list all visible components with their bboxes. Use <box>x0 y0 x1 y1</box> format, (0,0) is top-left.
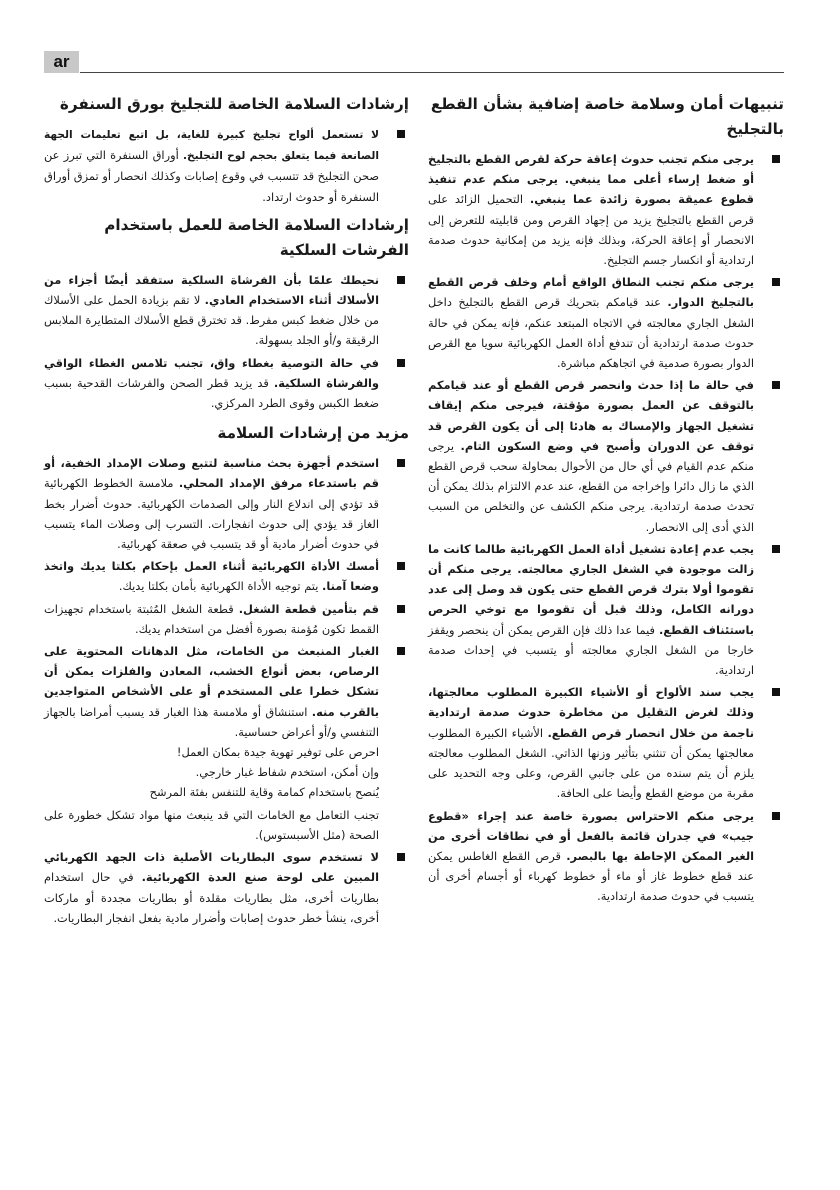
bullet-square-icon <box>397 459 405 467</box>
bullet-square-icon <box>397 853 405 861</box>
item-bold-text: يجب سند الألواح أو الأشياء الكبيرة المطلوب معالجتها، وذلك لغرض التقليل من مخاطرة حدوث صدمة ارتدادية ناجمة من خلال انحصار قرص القطع. <box>428 685 754 740</box>
item-bold-text: يرجى منكم الاحتراس بصورة خاصة عند إجراء «قطوع جيب» في جدران قائمة بالفعل أو في نطاقات أخرى من الغير الممكن الإحاطة بها بالبصر. <box>428 808 754 863</box>
list-item <box>44 641 409 803</box>
item-text: قد يزيد قطر الصحن والفرشات القدحية بسبب ضغط الكبس وقوى الطرد المركزي. <box>44 375 379 411</box>
list-item <box>428 149 784 270</box>
item-bold-text: في حالة ما إذا حدث وانحصر قرص القطع أو عند قيامكم بالتوقف عن العمل بصورة مؤقتة، فيرجى منكم إيقاف تشغيل الجهاز والإمساك به هادئا إلى أن يكون القرص قد توقف عن الدوران وأصبح في وضع السكون التام. <box>428 378 754 453</box>
item-bold-text: نحيطك علمًا بأن الفرشاة السلكية ستفقد أيضًا أجزاء من الأسلاك أثناء الاستخدام العادي. <box>44 272 379 308</box>
language-code-badge: ar <box>44 51 79 73</box>
header-rule <box>80 72 784 73</box>
item-bold-text: أمسك الأداة الكهربائية أثناء العمل بإحكام بكلتا يديك واتخذ وضعا آمنا. <box>44 559 379 594</box>
item-bold-text: يرجى منكم تجنب حدوث إعاقة حركة لقرص القطع بالتجليخ أو ضغط إرساء أعلى مما ينبغي. يرجى منكم عدم تنفيذ قطوع عميقة بصورة زائدة عما ينبغي. <box>428 152 754 207</box>
list-item <box>428 806 784 907</box>
list-item <box>44 124 409 207</box>
list-item <box>428 272 784 373</box>
item-text: تجنب التعامل مع الخامات التي قد ينبعث منها مواد تشكل خطورة على الصحة (مثل الأسبستوس). <box>44 807 379 842</box>
list-item <box>44 805 409 845</box>
right-column <box>428 92 784 909</box>
bullet-square-icon <box>772 155 780 163</box>
left-column <box>44 92 409 930</box>
item-bold-text: يرجى منكم تجنب النطاق الواقع أمام وخلف قرص القطع بالتجليخ الدوار. <box>428 275 754 310</box>
sub-line: وإن أمكن، استخدم شفاط غبار خارجي. <box>195 765 379 780</box>
list-item <box>44 353 409 414</box>
list-item <box>428 539 784 680</box>
bullet-square-icon <box>397 562 405 570</box>
section-heading-sanding: إرشادات السلامة الخاصة للتجليخ بورق السنفرة <box>59 95 409 113</box>
item-text: في حال استخدام بطاريات أخرى، مثل بطاريات مقلدة أو بطاريات مجددة أو ماركات أخرى، ينشأ خطر حدوث إصابات وأضرار مادية بفعل انفجار البطاريات. <box>44 870 379 925</box>
list-item <box>44 599 409 639</box>
item-text: لا تقم بزيادة الحمل على الأسلاك من خلال ضغط كبس مفرط. قد تخترق قطع الأسلاك المتطايرة الملابس الرقيقة و/أو الجلد بسهولة. <box>44 293 379 348</box>
bullet-square-icon <box>397 647 405 655</box>
item-text: أوراق السنفرة التي تبرز عن صحن التجليخ قد تتسبب في وقوع إصابات وكذلك انحصار أو تمزق أوراق السنفرة أو حدوث ارتداد. <box>44 148 379 204</box>
item-bold-text: قم بتأمين قطعة الشغل. <box>238 601 379 616</box>
list-item <box>44 453 409 554</box>
bullet-square-icon <box>397 605 405 613</box>
list-item <box>44 556 409 596</box>
bullet-square-icon <box>772 381 780 389</box>
list-item <box>44 847 409 928</box>
item-bold-text: استخدم أجهزة بحث مناسبة لتتبع وصلات الإمداد الخفية، أو قم باستدعاء مرفق الإمداد المحلي. <box>44 456 380 491</box>
bullet-square-icon <box>397 359 405 367</box>
bullet-square-icon <box>772 812 780 820</box>
item-bold-text: في حالة التوصية بغطاء واق، تجنب تلامس الغطاء الواقي والفرشاة السلكية. <box>44 355 379 390</box>
item-bold-text: الغبار المنبعث من الخامات، مثل الدهانات المحتوية على الرصاص، بعض أنواع الخشب، المعادن والفلزات يمكن أن تشكل خطرا على المستخدم أو على الأشخاص المتواجدين بالقرب منه. <box>44 644 379 719</box>
item-text: قرص القطع الغاطس يمكن عند قطع خطوط غاز أو ماء أو خطوط كهرباء أو أجسام أخرى أن يتسبب في حدوث صدمة ارتدادية. <box>428 848 754 904</box>
item-text: ملامسة الخطوط الكهربائية قد تؤدي إلى اندلاع النار وإلى الصدمات الكهربائية. حدوث أضرار بخط الغاز قد يؤدي إلى حدوث انفجارات. التسرب إلى وصلات الماء يتسبب في حدوث أضرار مادية أو قد يتسبب في صعقة كهربائية. <box>44 476 379 552</box>
item-text: يرجى منكم عدم القيام في أي حال من الأحوال بمحاولة سحب قرص القطع الذي ما زال دائرا وإخراجه من القطع، عند عدم الالتزام بذلك يمكن أن تحدث صدمة ارتدادية. يرجى منكم الكشف عن والتخلص من السبب الذي أدى إلى الانحصار. <box>428 438 754 534</box>
item-bold-text: لا تستعمل ألواح تجليخ كبيرة للغاية، بل اتبع تعليمات الجهة الصانعة فيما يتعلق بحجم لوح التجليخ. <box>44 129 380 163</box>
sub-line: احرص على توفير تهوية جيدة بمكان العمل! <box>176 745 379 760</box>
item-bold-text: يجب عدم إعادة تشغيل أداة العمل الكهربائية طالما كانت ما زالت موجودة في الشغل الجاري معالجته. يرجى منكم أن تقوموا أولا بترك قرص القطع حتى يكون قد وصل إلى عدد دورانه الكامل، وذلك قبل أن تقوموا مع توخي الحرص باستئناف القطع. <box>428 541 755 637</box>
bullet-square-icon <box>772 278 780 286</box>
list-item <box>44 270 409 351</box>
section-heading-cutting: تنبيهات أمان وسلامة خاصة إضافية بشأن القطع بالتجليخ <box>430 95 784 138</box>
bullet-square-icon <box>397 276 405 284</box>
item-text: استنشاق أو ملامسة هذا الغبار قد يسبب أمراضا بالجهاز التنفسي و/أو أعراض حساسية. <box>44 704 379 739</box>
item-bold-text: لا تستخدم سوى البطاريات الأصلية ذات الجهد الكهربائي المبين على لوحة صنع العدة الكهربائية. <box>44 850 379 885</box>
bullet-square-icon <box>772 545 780 553</box>
section-heading-wire-brush: إرشادات السلامة الخاصة للعمل باستخدام الفرشات السلكية <box>104 215 409 259</box>
item-text: التحميل الزائد على قرص القطع بالتجليخ يزيد من إجهاد القرص ومن قابليته للتعرض إلى الانحصار أو إعاقة الحركة، وبذلك فإنه يزيد من إمكانية حدوث صدمة ارتدادية أو انكسار جسم التجليخ. <box>428 192 754 268</box>
section-heading-more-safety: مزيد من إرشادات السلامة <box>217 424 409 443</box>
sub-line: يُنصح باستخدام كمامة وقاية للتنفس بفئة المرشح <box>149 785 379 800</box>
item-text: عند قيامكم بتحريك قرص القطع بالتجليخ داخل الشغل الجاري معالجته في الاتجاه المبتعد عنكم، فإنه يمكن في حالة حدوث صدمة ارتدادية أن تندفع أداة العمل الكهربائية سويا مع القرص الدوار بصورة صدمية في اتجاهكم مباشرة. <box>428 295 754 371</box>
list-item <box>428 682 784 803</box>
item-text: الأشياء الكبيرة المطلوب معالجتها يمكن أن تنثني بتأثير وزنها الذاتي. الشغل المطلوب معالجته يلزم أن يتم سنده من على جانبي القرص، وعلى وجه التحديد على مقربة من موضع القطع وأيضا على الحافة. <box>428 725 754 801</box>
item-text: فيما عدا ذلك فإن القرص يمكن أن ينحصر ويقفز خارجا من الشغل الجاري معالجته أو يتسبب في إحداث صدمة ارتدادية. <box>428 622 754 678</box>
bullet-square-icon <box>772 688 780 696</box>
item-text: قطعة الشغل المُثبتة باستخدام تجهيزات القمط تكون مُؤمنة بصورة أفضل من استخدام يديك. <box>44 601 379 636</box>
list-item <box>428 375 784 537</box>
bullet-square-icon <box>397 130 405 138</box>
item-text: يتم توجيه الأداة الكهربائية بأمان بكلتا يديك. <box>118 579 319 594</box>
